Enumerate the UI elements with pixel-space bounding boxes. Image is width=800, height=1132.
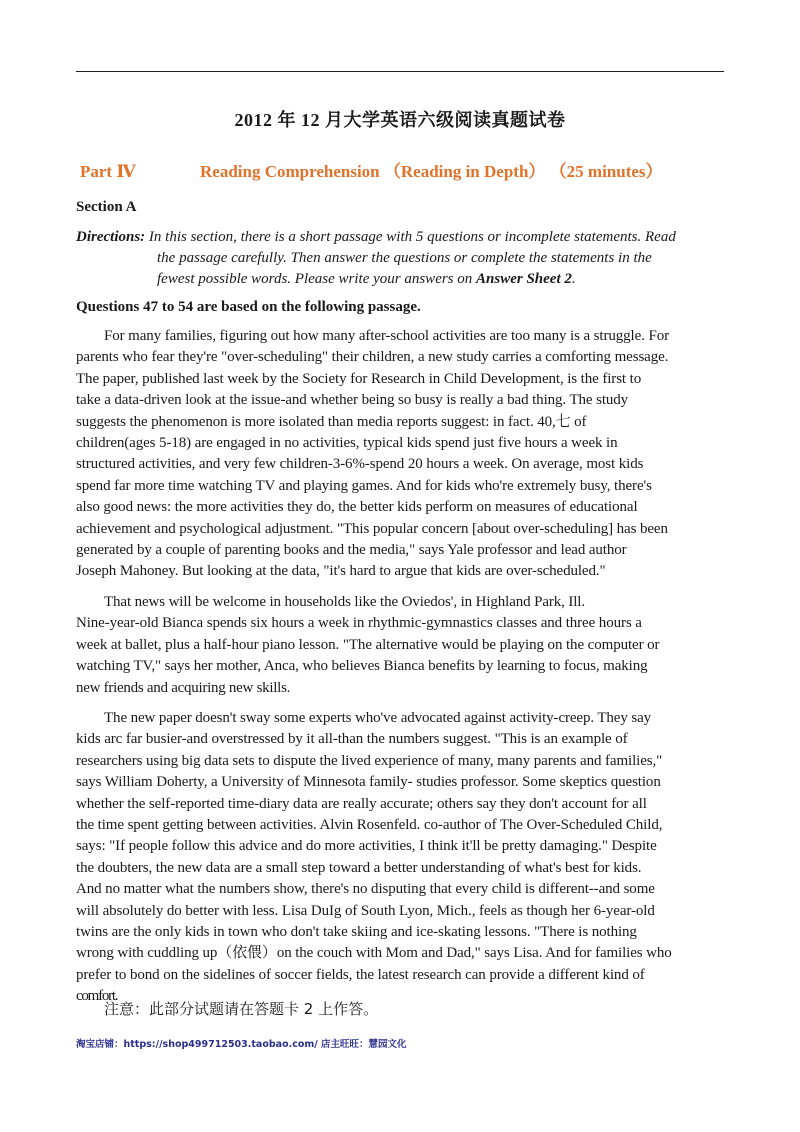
passage-line: That news will be welcome in households like the Oviedos', in Highland Park, Ill. bbox=[104, 593, 585, 610]
passage-line: week at ballet, plus a half-hour piano lesson. "The alternative would be playing on the computer or bbox=[76, 636, 660, 653]
part-number: Part Ⅳ bbox=[80, 162, 136, 181]
passage-line: whether the self-reported time-diary data are really accurate; others say they don't account for all bbox=[76, 795, 647, 812]
passage-line: And no matter what the numbers show, there's no disputing that every child is different--and some bbox=[76, 881, 655, 898]
answer-note: 注意：此部分试题请在答题卡 2 上作答。 bbox=[104, 1000, 379, 1018]
passage-line: says: "If people follow this advice and do more activities, I think it'll be pretty damaging." Despite bbox=[76, 838, 657, 855]
footer-shop-info: 淘宝店铺：https://shop499712503.taobao.com/ 店主旺旺：慧园文化 bbox=[76, 1039, 407, 1050]
passage-paragraph bbox=[76, 592, 736, 699]
passage-line: says William Doherty, a University of Minnesota family- studies professor. Some skeptics question bbox=[76, 774, 661, 791]
directions-label: Directions: bbox=[76, 229, 146, 245]
reading-passage bbox=[76, 326, 736, 1017]
passage-line: Nine-year-old Bianca spends six hours a week in rhythmic-gymnastics classes and three hours a bbox=[76, 615, 642, 632]
questions-heading: Questions 47 to 54 are based on the following passage. bbox=[76, 299, 421, 315]
passage-line: will absolutely do better with less. Lisa DuIg of South Lyon, Mich., feels as though her 6-year-old bbox=[76, 902, 655, 919]
passage-line: For many families, figuring out how many after-school activities are too many is a struggle. For bbox=[104, 328, 669, 344]
passage-line: structured activities, and very few children-3-6%-spend 20 hours a week. On average, most kids bbox=[76, 456, 644, 473]
passage-line: wrong with cuddling up（依偎）on the couch with Mom and Dad," says Lisa. And for families who bbox=[76, 945, 672, 962]
answer-sheet-ref: Answer Sheet 2 bbox=[476, 271, 572, 287]
passage-line: the doubters, the new data are a small step toward a better understanding of what's best for kids. bbox=[76, 859, 642, 876]
passage-line: The paper, published last week by the Society for Research in Child Development, is the first to bbox=[76, 370, 642, 387]
passage-line: researchers using big data sets to dispute the lived experience of many, many parents and families," bbox=[76, 752, 663, 769]
passage-paragraph bbox=[76, 708, 736, 1008]
directions-line-1: Directions: In this section, there is a short passage with 5 questions or incomplete statements. Read bbox=[76, 229, 676, 245]
passage-line: Joseph Mahoney. But looking at the data, "it's hard to argue that kids are over-scheduled." bbox=[76, 563, 606, 580]
passage-line: parents who fear they're "over-scheduling" their children, a new study carries a comforting message. bbox=[76, 349, 669, 366]
part-title: Reading Comprehension （Reading in Depth） （25 minutes） bbox=[200, 162, 663, 181]
passage-line: also good news: the more activities they do, the better kids perform on measures of educational bbox=[76, 499, 638, 516]
passage-line: spend far more time watching TV and playing games. And for kids who're extremely busy, there's bbox=[76, 477, 652, 494]
top-rule bbox=[76, 71, 724, 72]
directions-line-3: fewest possible words. Please write your answers on Answer Sheet 2. bbox=[157, 271, 576, 287]
passage-line: watching TV," says her mother, Anca, who believes Bianca benefits by learning to focus, making bbox=[76, 658, 648, 675]
page-title: 2012 年 12 月大学英语六级阅读真题试卷 bbox=[234, 110, 566, 130]
section-label: Section A bbox=[76, 199, 137, 215]
passage-line: suggests the phenomenon is more isolated than media reports suggest: in fact. 40,七 of bbox=[76, 413, 587, 430]
passage-line: The new paper doesn't sway some experts who've advocated against activity-creep. They say bbox=[104, 709, 652, 726]
passage-paragraph bbox=[76, 326, 736, 583]
passage-line: take a data-driven look at the issue-and whether being so busy is really a bad thing. The study bbox=[76, 392, 629, 409]
directions-line-2: the passage carefully. Then answer the questions or complete the statements in the bbox=[157, 250, 652, 266]
passage-line: achievement and psychological adjustment. "This popular concern [about over-scheduling] has been bbox=[76, 520, 668, 537]
directions bbox=[76, 227, 726, 290]
part-heading bbox=[80, 157, 740, 182]
passage-line: twins are the only kids in town who don't take skiing and ice-skating lessons. "There is nothing bbox=[76, 923, 637, 940]
passage-line: comfort. bbox=[76, 988, 118, 1005]
passage-line: the time spent getting between activities. Alvin Rosenfeld. co-author of The Over-Scheduled Child, bbox=[76, 816, 663, 833]
passage-line: children(ages 5-18) are engaged in no activities, typical kids spend just five hours a week in bbox=[76, 435, 618, 452]
passage-line: new friends and acquiring new skills. bbox=[76, 679, 291, 696]
passage-line: kids arc far busier-and overstressed by it all-than the numbers suggest. "This is an example of bbox=[76, 731, 628, 748]
passage-line: prefer to bond on the sidelines of soccer fields, the latest research can provide a different kind of bbox=[76, 966, 645, 983]
passage-line: generated by a couple of parenting books and the media," says Yale professor and lead author bbox=[76, 542, 627, 559]
